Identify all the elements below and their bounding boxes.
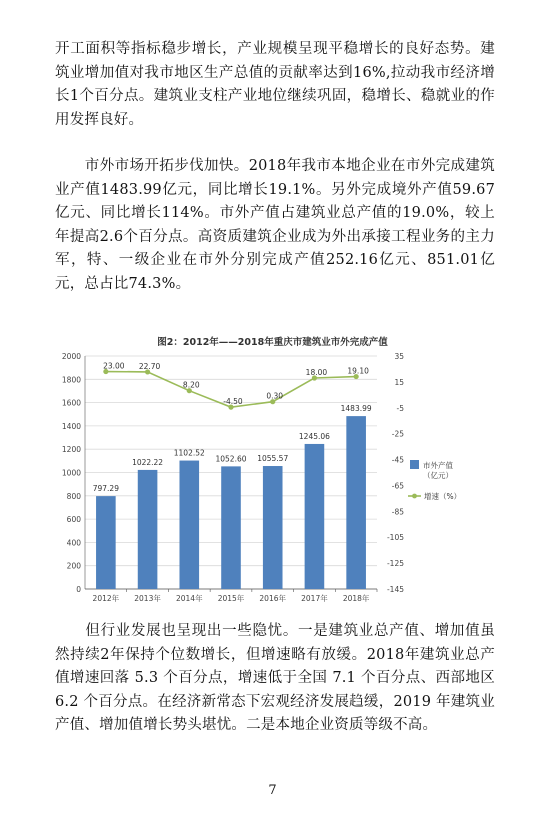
combo-chart: [52, 346, 492, 611]
chart-container: [52, 346, 492, 611]
y-left-tick-label: 1200: [61, 445, 81, 455]
growth-value-label: 23.00: [103, 361, 125, 371]
legend-bar-label: 市外产值: [423, 461, 453, 470]
y-left-tick-label: 2000: [61, 352, 81, 361]
legend-bar-swatch: [410, 460, 419, 469]
growth-value-label: 19.10: [347, 366, 369, 376]
y-right-tick-label: -65: [391, 481, 404, 491]
page-number: 7: [268, 783, 277, 798]
bar-value-label: 1245.06: [298, 431, 330, 441]
y-right-tick-label: -145: [386, 585, 404, 594]
x-tick-label: 2014年: [175, 594, 203, 603]
growth-value-label: 8.20: [182, 380, 200, 390]
y-left-tick-label: 200: [66, 561, 81, 571]
growth-value-label: 22.70: [138, 361, 161, 371]
bar-value-label: 1102.52: [173, 448, 205, 458]
y-right-tick-label: -5: [396, 403, 404, 413]
y-right-tick-label: -105: [386, 533, 404, 543]
bar: [346, 416, 366, 589]
y-left-tick-label: 1800: [61, 375, 81, 385]
legend-line-label: 增速（%）: [424, 492, 462, 501]
y-left-tick-label: 400: [66, 538, 81, 548]
bar: [96, 496, 116, 589]
bar-value-label: 1052.60: [215, 454, 247, 464]
legend-bar-unit: （亿元）: [423, 471, 453, 480]
paragraph-2: 市外市场开拓步伐加快。2018年我市本地企业在市外完成建筑业产值1483.99亿元，同比增长19.1%。另外完成境外产值59.67亿元、同比增长114%。市外产值占建筑业总产值的19.0%，较上年提高2.6个百分点。高资质建筑企业成为外出承接工程业务的主力军，特、一级企业在市外分别完成产值252.16亿元、851.01亿元，总占比74.3%。: [55, 158, 495, 292]
y-left-tick-label: 1000: [61, 468, 81, 478]
growth-value-label: 0.30: [266, 391, 284, 401]
bar: [305, 444, 325, 589]
bar: [138, 470, 158, 589]
paragraph-1: 开工面积等指标稳步增长，产业规模呈现平稳增长的良好态势。建筑业增加值对我市地区生产总值的贡献率达到16%,拉动我市经济增长1个百分点。建筑业支柱产业地位继续巩固，稳增长、稳就业的作用发挥良好。: [55, 41, 495, 128]
paragraph-3: 但行业发展也呈现出一些隐忧。一是建筑业总产值、增加值虽然持续2年保持个位数增长，但增速略有放缓。2018年建筑业总产值增速回落 5.3 个百分点，增速低于全国 7.1 个百分点、西部地区 6.2 个百分点。在经济新常态下宏观经济发展趋缓，2019 年建筑业产值、增加值增长势头堪忧。二是本地企业资质等级不高。: [55, 623, 495, 733]
bar: [179, 461, 199, 589]
legend-line-marker: [412, 494, 417, 499]
bar-value-label: 1022.22: [132, 457, 164, 467]
figure-caption: 图2：2012年——2018年重庆市建筑业市外完成产值: [157, 337, 388, 348]
y-left-tick-label: 0: [76, 585, 81, 594]
x-tick-label: 2013年: [134, 594, 161, 603]
x-tick-label: 2016年: [259, 594, 287, 603]
y-right-tick-label: -45: [391, 455, 404, 465]
x-tick-label: 2012年: [92, 594, 120, 603]
y-right-tick-label: 35: [394, 352, 404, 361]
y-left-tick-label: 1600: [61, 398, 81, 408]
y-left-tick-label: 600: [66, 515, 81, 525]
y-right-tick-label: -85: [391, 507, 404, 517]
y-left-tick-label: 1400: [61, 421, 81, 431]
growth-value-label: -4.50: [223, 397, 243, 407]
bar: [263, 466, 283, 589]
y-right-tick-label: -25: [391, 429, 404, 439]
x-tick-label: 2018年: [342, 594, 370, 603]
bar-value-label: 1055.57: [257, 454, 289, 464]
x-tick-label: 2015年: [217, 594, 245, 603]
y-right-tick-label: -125: [386, 559, 404, 569]
bar-value-label: 797.29: [92, 484, 119, 494]
bar: [221, 466, 241, 589]
y-left-tick-label: 800: [66, 491, 81, 501]
growth-value-label: 18.00: [305, 368, 328, 378]
x-tick-label: 2017年: [301, 594, 328, 603]
bar-value-label: 1483.99: [340, 404, 372, 414]
y-right-tick-label: 15: [394, 377, 404, 387]
